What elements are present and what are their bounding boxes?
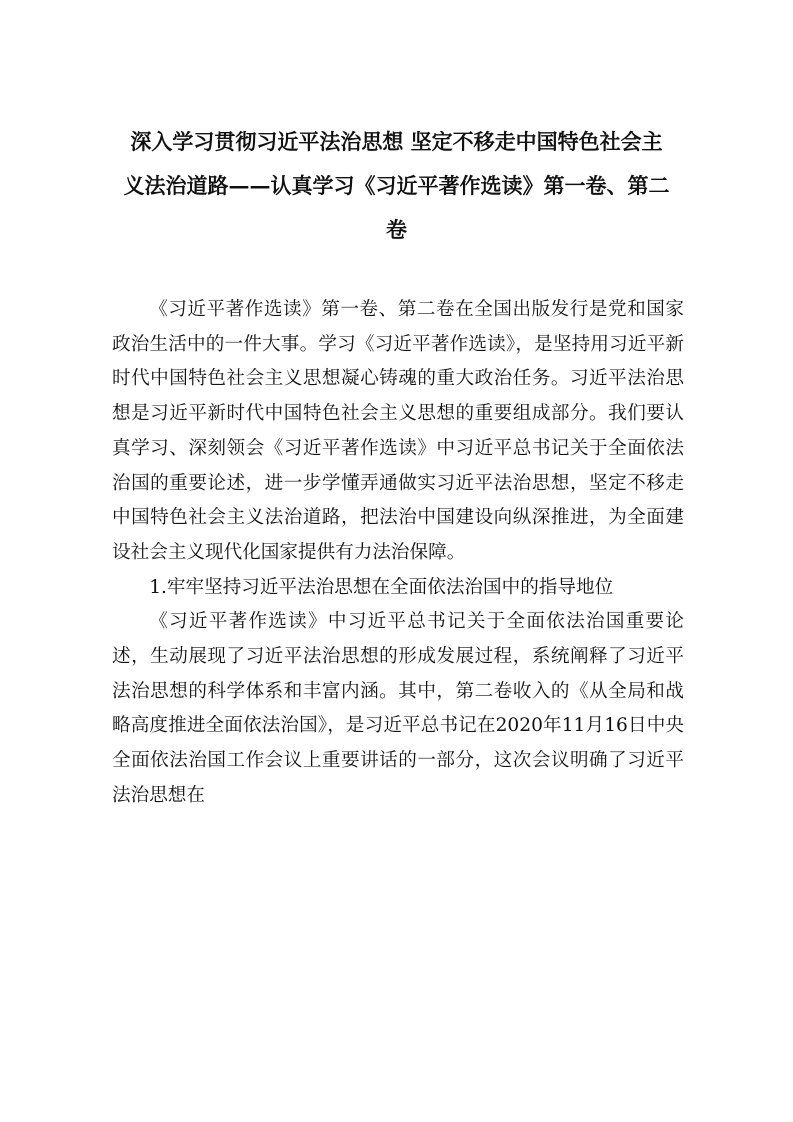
paragraph-section-1: 《习近平著作选读》中习近平总书记关于全面依法治国重要论述，生动展现了习近平法治思想的形成发展过程，系统阐释了习近平法治思想的科学体系和丰富内涵。其中，第二卷收入的《从全局和战略高度推进全面依法治国》，是习近平总书记在2020年11月16日中央全面依法治国工作会议上重要讲话的一部分，这次会议明确了习近平法治思想在 bbox=[112, 611, 684, 806]
section-heading: 1.牢牢坚持习近平法治思想在全面依法治国中的指导地位 bbox=[149, 576, 614, 598]
paragraph-intro: 《习近平著作选读》第一卷、第二卷在全国出版发行是党和国家政治生活中的一件大事。学习《习近平著作选读》，是坚持用习近平新时代中国特色社会主义思想凝心铸魂的重大政治任务。习近平法治思想是习近平新时代中国特色社会主义思想的重要组成部分。我们要认真学习、深刻领会《习近平著作选读》中习近平总书记关于全面依法治国的重要论述，进一步学懂弄通做实习近平法治思想，坚定不移走中国特色社会主义法治道路，把法治中国建设向纵深推进，为全面建设社会主义现代化国家提供有力法治保障。 bbox=[112, 299, 684, 563]
title-line-2: 义法治道路——认真学习《习近平著作选读》第一卷、第二 bbox=[123, 173, 670, 198]
title-line-3: 卷 bbox=[386, 217, 407, 242]
document-body bbox=[112, 293, 684, 814]
title-line-1: 深入学习贯彻习近平法治思想 坚定不移走中国特色社会主 bbox=[130, 129, 663, 154]
document-title bbox=[100, 120, 693, 252]
